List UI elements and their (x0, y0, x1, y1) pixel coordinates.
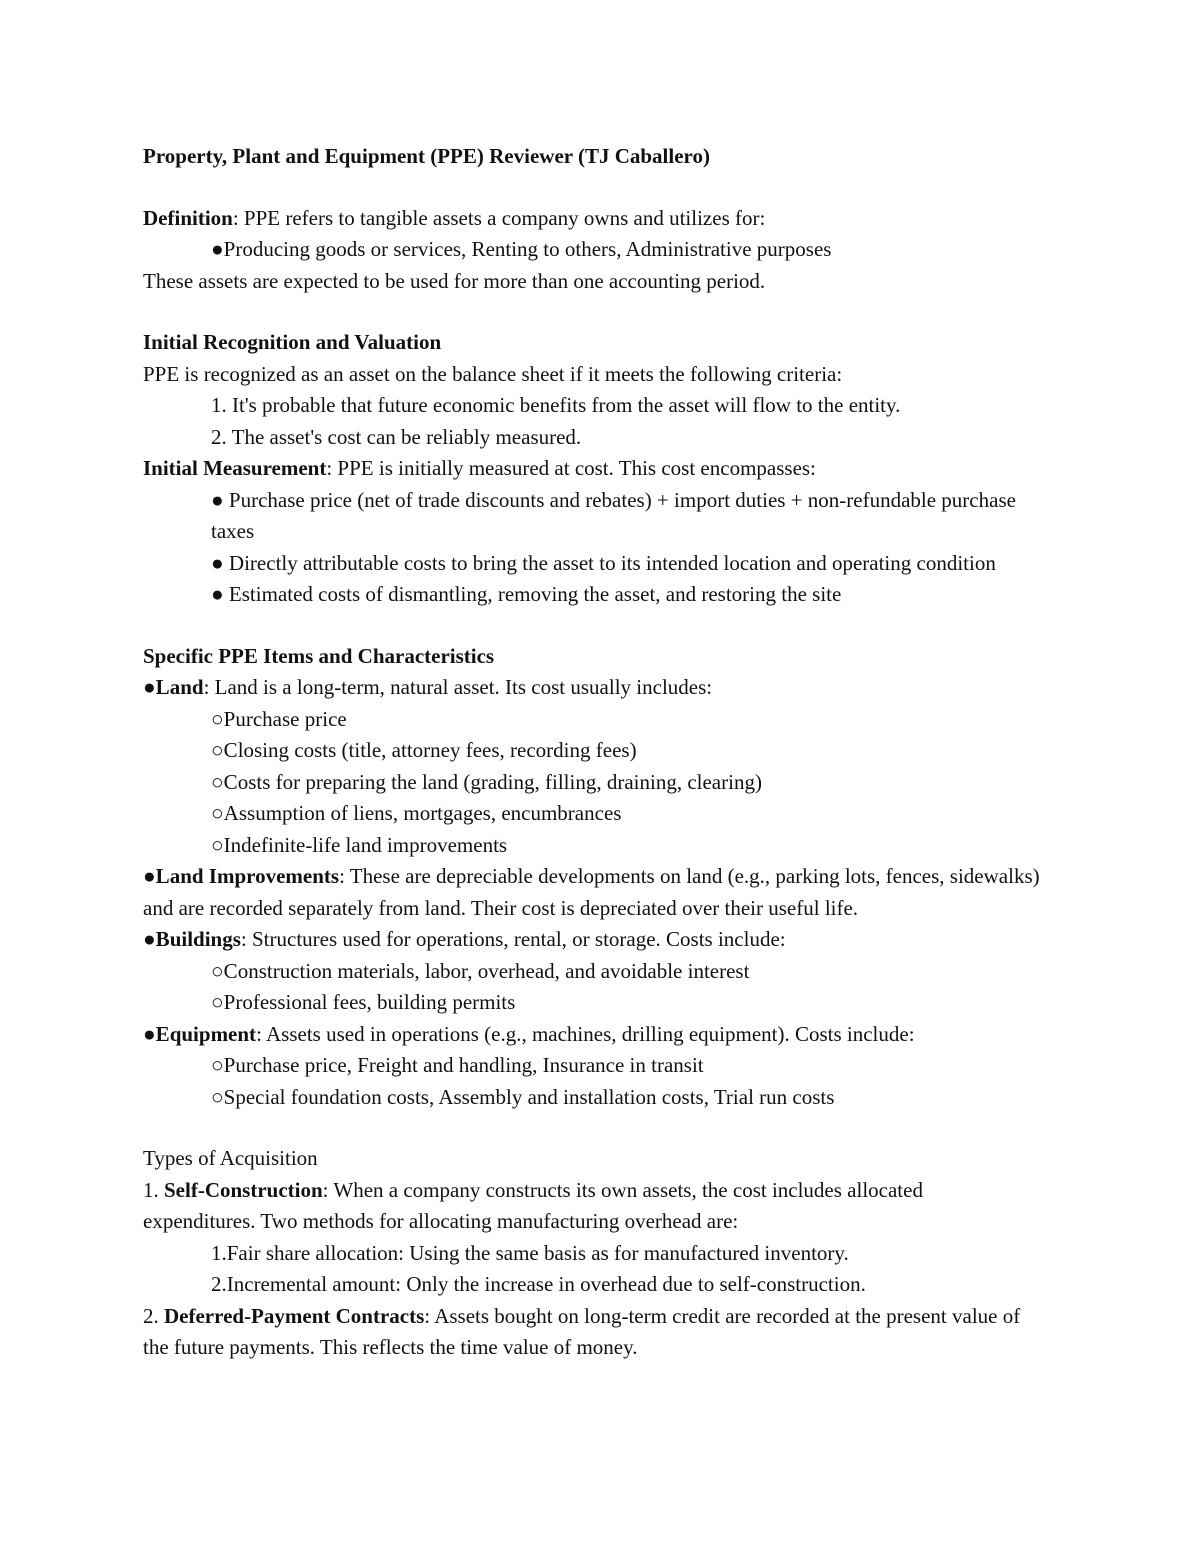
land-improvements-paragraph (143, 861, 1053, 924)
cost-item: ● Purchase price (net of trade discounts and rebates) + import duties + non-refundable purchase taxes (211, 487, 1016, 543)
equipment-paragraph (143, 1019, 1063, 1051)
initial-measurement-label: Initial Measurement (143, 456, 327, 480)
land-improvements-text: : These are depreciable developments on land (e.g., parking lots, fences, sidewalks) and are recorded separately from land. Their cost is depreciated over their useful life. (143, 864, 1040, 920)
cost-item: ● Estimated costs of dismantling, removing the asset, and restoring the site (211, 582, 842, 606)
initial-measurement-text: : PPE is initially measured at cost. This cost encompasses: (326, 456, 816, 480)
self-construction-label: Self-Construction (164, 1177, 323, 1202)
buildings-item: ○Professional fees, building permits (211, 990, 516, 1014)
cost-item: ● Directly attributable costs to bring the asset to its intended location and operating condition (211, 550, 996, 575)
land-improvements-label: ●Land Improvements (143, 864, 340, 888)
deferred-payment-text: : Assets bought on long-term credit are recorded at the present value of the future payments. This reflects the time value of money. (143, 1303, 1021, 1359)
self-construction-text: : When a company constructs its own assets, the cost includes allocated expenditures. Two methods for allocating manufacturing overhead are: (143, 1177, 923, 1233)
definition-label: Definition (143, 205, 233, 230)
land-label: ●Land (143, 675, 204, 699)
deferred-payment-label: Deferred-Payment Contracts (164, 1303, 425, 1328)
criteria-item: 2. The asset's cost can be reliably measured. (211, 424, 582, 449)
land-item: ○Assumption of liens, mortgages, encumbrances (211, 801, 622, 825)
initial-recognition-intro: PPE is recognized as an asset on the balance sheet if it meets the following criteria: (143, 361, 843, 386)
definition-note: These assets are expected to be used for more than one accounting period. (143, 268, 766, 293)
acquisition-heading: Types of Acquisition (143, 1146, 318, 1170)
buildings-text: : Structures used for operations, rental, or storage. Costs include: (240, 927, 786, 951)
land-item: ○Closing costs (title, attorney fees, recording fees) (211, 738, 637, 762)
criteria-item: 1. It's probable that future economic benefits from the asset will flow to the entity. (211, 393, 901, 417)
definition-text: : PPE refers to tangible assets a company owns and utilizes for: (232, 205, 766, 230)
land-paragraph (143, 672, 1063, 704)
specific-items-heading: Specific PPE Items and Characteristics (143, 643, 495, 668)
definition-bullet: ●Producing goods or services, Renting to others, Administrative purposes (211, 237, 832, 261)
deferred-payment-paragraph: 2. Deferred-Payment Contracts: Assets bought on long-term credit are recorded at the present value of the future payments. This reflects the time value of money. (143, 1303, 1021, 1359)
initial-recognition-heading: Initial Recognition and Valuation (143, 330, 442, 354)
buildings-item: ○Construction materials, labor, overhead, and avoidable interest (211, 958, 750, 983)
land-item: ○Indefinite-life land improvements (211, 832, 508, 857)
equipment-item: ○Purchase price, Freight and handling, Insurance in transit (211, 1053, 704, 1077)
definition-paragraph (143, 203, 1063, 235)
buildings-paragraph (143, 924, 1063, 956)
land-item: ○Purchase price (211, 706, 347, 731)
document-body (143, 141, 1063, 1364)
equipment-text: : Assets used in operations (e.g., machines, drilling equipment). Costs include: (256, 1021, 915, 1046)
overhead-method-item: 2.Incremental amount: Only the increase in overhead due to self-construction. (211, 1272, 866, 1296)
buildings-label: ●Buildings (143, 927, 241, 951)
document-title: Property, Plant and Equipment (PPE) Reviewer (TJ Caballero) (143, 144, 710, 168)
self-construction-paragraph: 1. Self-Construction: When a company constructs its own assets, the cost includes allocated expenditures. Two methods for allocating manufacturing overhead are: (143, 1177, 923, 1233)
equipment-item: ○Special foundation costs, Assembly and installation costs, Trial run costs (211, 1084, 835, 1109)
initial-measurement-paragraph (143, 453, 1063, 485)
land-item: ○Costs for preparing the land (grading, filling, draining, clearing) (211, 769, 762, 794)
equipment-label: ●Equipment (143, 1021, 257, 1046)
land-text: : Land is a long-term, natural asset. Its cost usually includes: (203, 675, 713, 699)
overhead-method-item: 1.Fair share allocation: Using the same basis as for manufactured inventory. (211, 1240, 849, 1265)
